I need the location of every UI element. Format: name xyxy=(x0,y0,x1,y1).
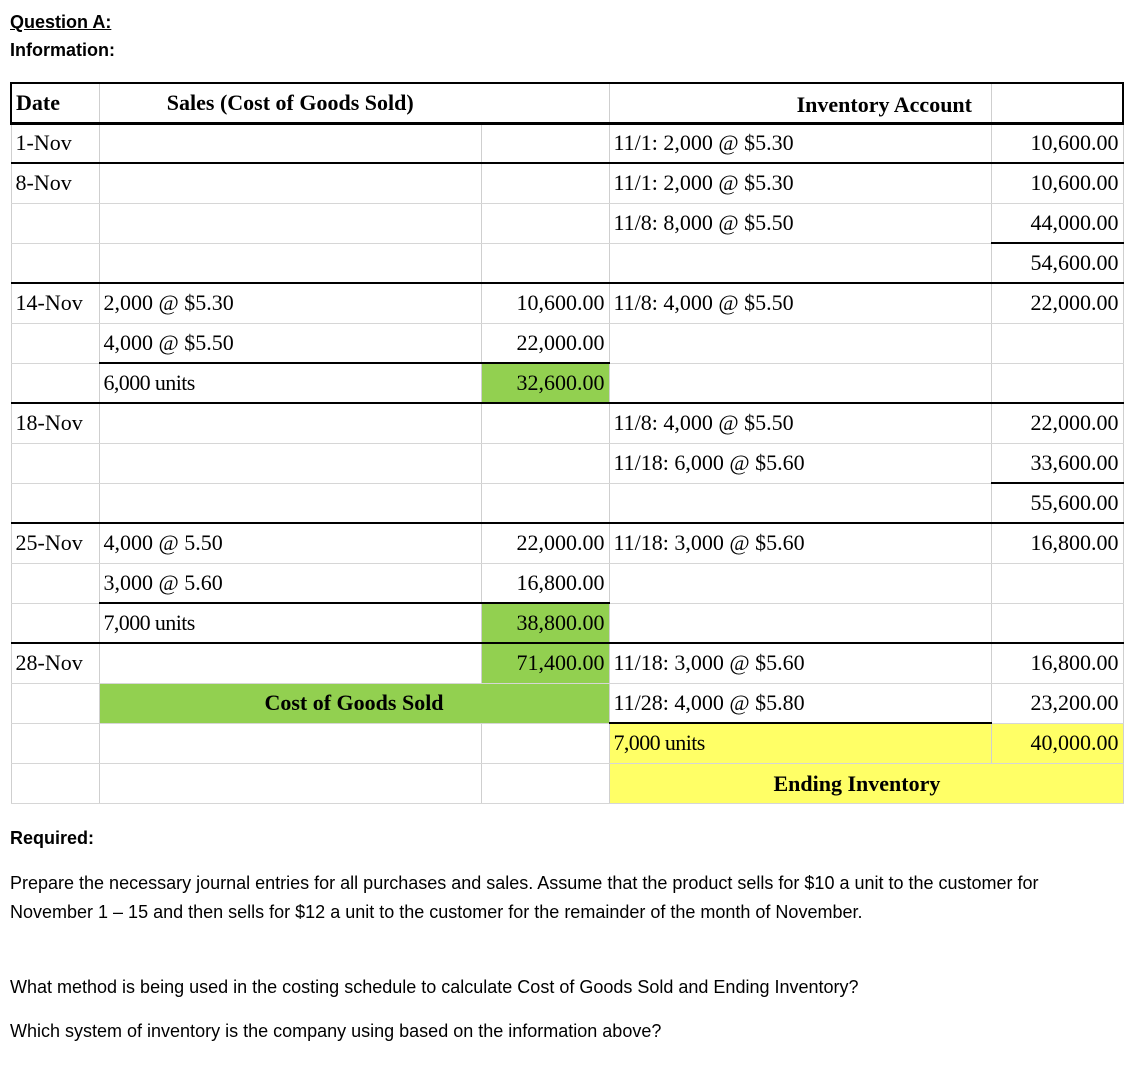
cell-inv-val: 10,600.00 xyxy=(991,123,1123,163)
cell-sales-val xyxy=(481,763,609,803)
cell-inv-desc xyxy=(609,323,991,363)
cell-sales-desc xyxy=(99,763,481,803)
cell-inv-val xyxy=(991,603,1123,643)
cell-sales-val: 16,800.00 xyxy=(481,563,609,603)
cell-date xyxy=(11,323,99,363)
cell-sales-desc: 7,000 units xyxy=(99,603,481,643)
cell-date xyxy=(11,563,99,603)
table-row xyxy=(11,763,1123,803)
table-row xyxy=(11,643,1123,683)
table-row xyxy=(11,563,1123,603)
cell-inv-desc xyxy=(609,563,991,603)
cell-sales-val xyxy=(481,403,609,443)
cell-inv-val xyxy=(991,323,1123,363)
table-row xyxy=(11,683,1123,723)
cell-inv-desc: 11/8: 8,000 @ $5.50 xyxy=(609,203,991,243)
cell-date: 8-Nov xyxy=(11,163,99,203)
table-row xyxy=(11,203,1123,243)
table-row xyxy=(11,243,1123,283)
cell-date: 18-Nov xyxy=(11,403,99,443)
table-row xyxy=(11,523,1123,563)
cell-date: 25-Nov xyxy=(11,523,99,563)
cell-inv-desc: 11/18: 3,000 @ $5.60 xyxy=(609,523,991,563)
cell-inv-val: 16,800.00 xyxy=(991,643,1123,683)
header-date: Date xyxy=(11,83,99,123)
cell-inv-val: 16,800.00 xyxy=(991,523,1123,563)
cell-date: 14-Nov xyxy=(11,283,99,323)
ending-inventory-label xyxy=(609,763,1123,803)
cell-inv-desc: 11/28: 4,000 @ $5.80 xyxy=(609,683,991,723)
cell-inv-val xyxy=(991,563,1123,603)
cell-date xyxy=(11,723,99,763)
cogs-label: Cost of Goods Sold xyxy=(99,683,609,723)
header-sales-spacer xyxy=(481,83,609,123)
cell-date xyxy=(11,363,99,403)
cell-sales-total: 32,600.00 xyxy=(481,363,609,403)
cell-sales-total: 38,800.00 xyxy=(481,603,609,643)
required-heading: Required: xyxy=(10,828,95,848)
cell-sales-val: 10,600.00 xyxy=(481,283,609,323)
table-row xyxy=(11,123,1123,163)
cell-sales-desc: 4,000 @ 5.50 xyxy=(99,523,481,563)
information-heading: Information: xyxy=(10,40,115,60)
cell-date: 1-Nov xyxy=(11,123,99,163)
cell-inv-desc: 11/18: 6,000 @ $5.60 xyxy=(609,443,991,483)
cell-date xyxy=(11,603,99,643)
table-row xyxy=(11,443,1123,483)
cell-inv-val: 22,000.00 xyxy=(991,283,1123,323)
cell-sales-val xyxy=(481,723,609,763)
ending-inventory-text: Ending Inventory xyxy=(773,770,941,796)
table-header-row xyxy=(11,83,1123,123)
cell-inv-desc xyxy=(609,243,991,283)
cell-sales-desc xyxy=(99,403,481,443)
cell-date xyxy=(11,763,99,803)
cell-inv-desc: 11/18: 3,000 @ $5.60 xyxy=(609,643,991,683)
cell-ending-units: 7,000 units xyxy=(609,723,991,763)
cell-sales-desc xyxy=(99,163,481,203)
cell-cogs-total: 71,400.00 xyxy=(481,643,609,683)
table-row xyxy=(11,483,1123,523)
cell-sales-desc xyxy=(99,203,481,243)
header-sales: Sales (Cost of Goods Sold) xyxy=(99,83,481,123)
cell-inv-val: 54,600.00 xyxy=(991,243,1123,283)
required-paragraph-method: What method is being used in the costing schedule to calculate Cost of Goods Sold and Ending Inventory? xyxy=(10,977,859,997)
table-row xyxy=(11,323,1123,363)
cell-date xyxy=(11,243,99,283)
cell-sales-val xyxy=(481,443,609,483)
table-row xyxy=(11,403,1123,443)
costing-schedule-table xyxy=(10,82,1124,804)
table-row xyxy=(11,363,1123,403)
cell-date xyxy=(11,683,99,723)
cell-date xyxy=(11,203,99,243)
cell-sales-val: 22,000.00 xyxy=(481,323,609,363)
cell-sales-val xyxy=(481,243,609,283)
table-row xyxy=(11,723,1123,763)
cell-sales-desc xyxy=(99,643,481,683)
cell-inv-desc: 11/1: 2,000 @ $5.30 xyxy=(609,163,991,203)
cell-date: 28-Nov xyxy=(11,643,99,683)
cell-inv-desc xyxy=(609,483,991,523)
cell-sales-val xyxy=(481,123,609,163)
header-inventory-label: Inventory Account xyxy=(796,92,972,117)
cell-inv-desc: 11/1: 2,000 @ $5.30 xyxy=(609,123,991,163)
cell-sales-desc xyxy=(99,123,481,163)
cell-sales-desc xyxy=(99,443,481,483)
cell-inv-val: 33,600.00 xyxy=(991,443,1123,483)
cell-sales-desc: 6,000 units xyxy=(99,363,481,403)
cell-inv-val: 55,600.00 xyxy=(991,483,1123,523)
cell-sales-desc: 2,000 @ $5.30 xyxy=(99,283,481,323)
cell-date xyxy=(11,483,99,523)
cell-inv-val xyxy=(991,363,1123,403)
cell-sales-val xyxy=(481,483,609,523)
required-paragraph-journal: Prepare the necessary journal entries for all purchases and sales. Assume that the product sells for $10 a unit to the customer for November 1 – 15 and then sells for $12 a unit to the customer for the remainder of the month of November. xyxy=(10,873,1039,922)
question-heading: Question A: xyxy=(10,12,112,32)
cell-sales-desc xyxy=(99,723,481,763)
cell-inv-val: 23,200.00 xyxy=(991,683,1123,723)
cell-inv-desc xyxy=(609,603,991,643)
cell-inv-val: 44,000.00 xyxy=(991,203,1123,243)
table-row xyxy=(11,163,1123,203)
cell-inv-desc: 11/8: 4,000 @ $5.50 xyxy=(609,403,991,443)
cell-inv-desc xyxy=(609,363,991,403)
table-row xyxy=(11,283,1123,323)
cell-sales-val xyxy=(481,203,609,243)
cell-inv-val: 10,600.00 xyxy=(991,163,1123,203)
required-paragraph-system: Which system of inventory is the company using based on the information above? xyxy=(10,1021,662,1041)
cell-sales-desc: 4,000 @ $5.50 xyxy=(99,323,481,363)
cell-sales-desc xyxy=(99,483,481,523)
cell-sales-val xyxy=(481,163,609,203)
cell-date xyxy=(11,443,99,483)
cell-inv-desc: 11/8: 4,000 @ $5.50 xyxy=(609,283,991,323)
header-inventory xyxy=(796,83,1123,123)
cell-inv-val: 22,000.00 xyxy=(991,403,1123,443)
cell-sales-val: 22,000.00 xyxy=(481,523,609,563)
cell-ending-value: 40,000.00 xyxy=(991,723,1123,763)
table-row xyxy=(11,603,1123,643)
cell-sales-desc xyxy=(99,243,481,283)
cell-sales-desc: 3,000 @ 5.60 xyxy=(99,563,481,603)
